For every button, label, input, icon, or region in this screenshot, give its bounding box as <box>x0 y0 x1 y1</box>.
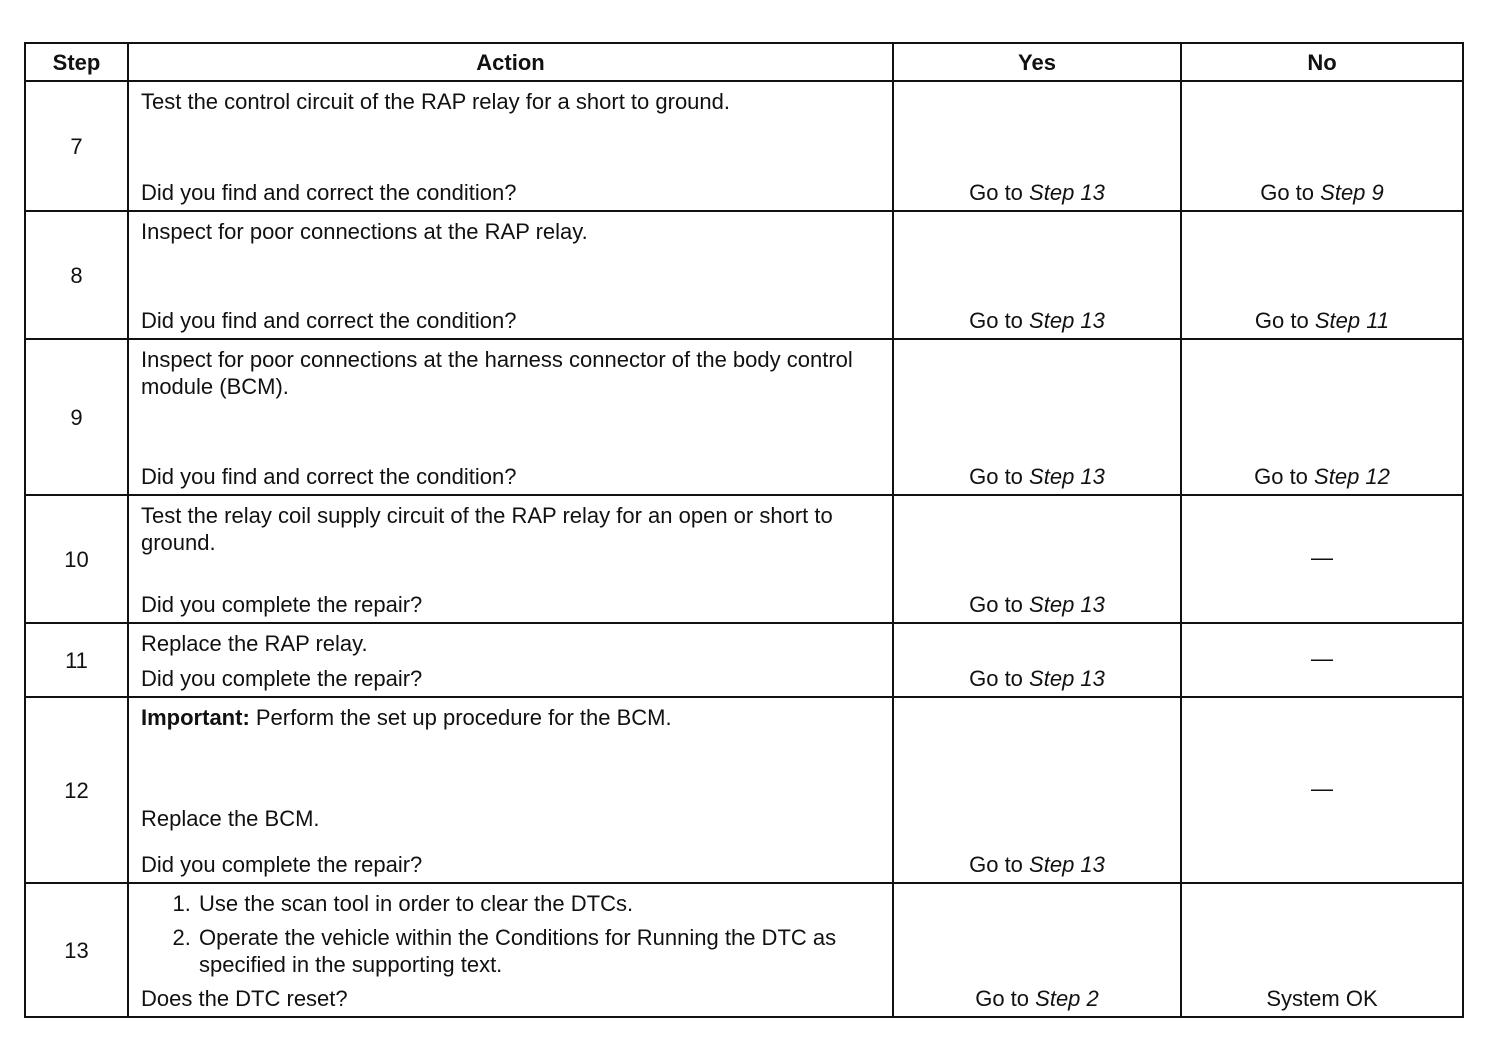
table-row <box>25 495 1463 623</box>
yes-step-link[interactable]: Step 13 <box>1029 592 1105 617</box>
action-cell <box>128 883 893 1017</box>
go-to-label: Go to <box>1254 308 1309 333</box>
step-number: 7 <box>25 81 128 211</box>
yes-step-link[interactable]: Step 13 <box>1029 464 1105 489</box>
yes-cell <box>893 339 1181 495</box>
diagnostic-table <box>24 42 1464 1018</box>
yes-step-link[interactable]: Step 2 <box>1035 986 1099 1011</box>
yes-step-link[interactable]: Step 13 <box>1029 308 1105 333</box>
procedure-item: 1. Use the scan tool in order to clear the DTCs. <box>197 890 880 917</box>
question-text: Did you complete the repair? <box>141 852 423 877</box>
yes-step-link[interactable]: Step 13 <box>1029 666 1105 691</box>
step-number: 11 <box>25 623 128 697</box>
no-cell-system-ok: System OK <box>1181 883 1463 1017</box>
go-to-label: Go to <box>969 592 1023 617</box>
step-number: 13 <box>25 883 128 1017</box>
step-number: 12 <box>25 697 128 883</box>
important-note <box>141 704 880 731</box>
go-to-label: Go to <box>969 464 1023 489</box>
action-text: Test the relay coil supply circuit of the RAP relay for an open or short to ground. <box>141 503 833 555</box>
no-step-link[interactable]: Step 12 <box>1314 464 1390 489</box>
procedure-item: 2. Operate the vehicle within the Conditions for Running the DTC as specified in the supporting text. <box>197 924 880 978</box>
go-to-label: Go to <box>1260 180 1315 205</box>
procedure-list <box>141 890 880 982</box>
yes-cell <box>893 81 1181 211</box>
go-to-label: Go to <box>969 666 1023 691</box>
yes-cell <box>893 623 1181 697</box>
action-cell <box>128 339 893 495</box>
important-text: Perform the set up procedure for the BCM. <box>249 705 672 730</box>
no-step-link[interactable]: Step 9 <box>1320 180 1384 205</box>
action-text: Test the control circuit of the RAP relay for a short to ground. <box>141 89 730 114</box>
question-text: Did you complete the repair? <box>141 592 423 617</box>
header-row <box>25 43 1463 81</box>
yes-step-link[interactable]: Step 13 <box>1029 180 1105 205</box>
go-to-label: Go to <box>969 180 1023 205</box>
table-row <box>25 211 1463 339</box>
no-cell <box>1181 81 1463 211</box>
no-cell <box>1181 211 1463 339</box>
go-to-label: Go to <box>969 852 1023 877</box>
table-row <box>25 697 1463 883</box>
header-step: Step <box>25 43 128 81</box>
header-yes: Yes <box>893 43 1181 81</box>
question-text: Did you find and correct the condition? <box>141 464 517 489</box>
action-cell <box>128 495 893 623</box>
action-cell <box>128 623 893 697</box>
table-row <box>25 883 1463 1017</box>
go-to-label: Go to <box>969 308 1023 333</box>
yes-cell <box>893 883 1181 1017</box>
action-text: Replace the BCM. <box>141 805 320 831</box>
header-no: No <box>1181 43 1463 81</box>
question-text: Did you find and correct the condition? <box>141 308 517 333</box>
table-row <box>25 81 1463 211</box>
step-number: 8 <box>25 211 128 339</box>
question-text: Did you complete the repair? <box>141 666 423 691</box>
go-to-label: Go to <box>1254 464 1308 489</box>
action-text: Inspect for poor connections at the RAP relay. <box>141 219 588 244</box>
no-cell-dash: — <box>1181 697 1463 883</box>
action-text: Replace the RAP relay. <box>141 631 368 656</box>
step-number: 9 <box>25 339 128 495</box>
header-action: Action <box>128 43 893 81</box>
yes-cell <box>893 495 1181 623</box>
action-text: Inspect for poor connections at the harness connector of the body control module (BCM). <box>141 347 853 399</box>
action-cell <box>128 81 893 211</box>
action-cell <box>128 697 893 883</box>
yes-cell <box>893 211 1181 339</box>
no-cell-dash: — <box>1181 623 1463 697</box>
yes-cell <box>893 697 1181 883</box>
table-row <box>25 623 1463 697</box>
question-text: Did you find and correct the condition? <box>141 180 517 205</box>
yes-step-link[interactable]: Step 13 <box>1029 852 1105 877</box>
no-cell <box>1181 339 1463 495</box>
go-to-label: Go to <box>975 986 1030 1011</box>
question-text: Does the DTC reset? <box>141 986 348 1011</box>
action-cell <box>128 211 893 339</box>
no-cell-dash: — <box>1181 495 1463 623</box>
step-number: 10 <box>25 495 128 623</box>
no-step-link[interactable]: Step 11 <box>1314 308 1390 333</box>
table-row <box>25 339 1463 495</box>
important-label: Important: <box>141 705 250 730</box>
